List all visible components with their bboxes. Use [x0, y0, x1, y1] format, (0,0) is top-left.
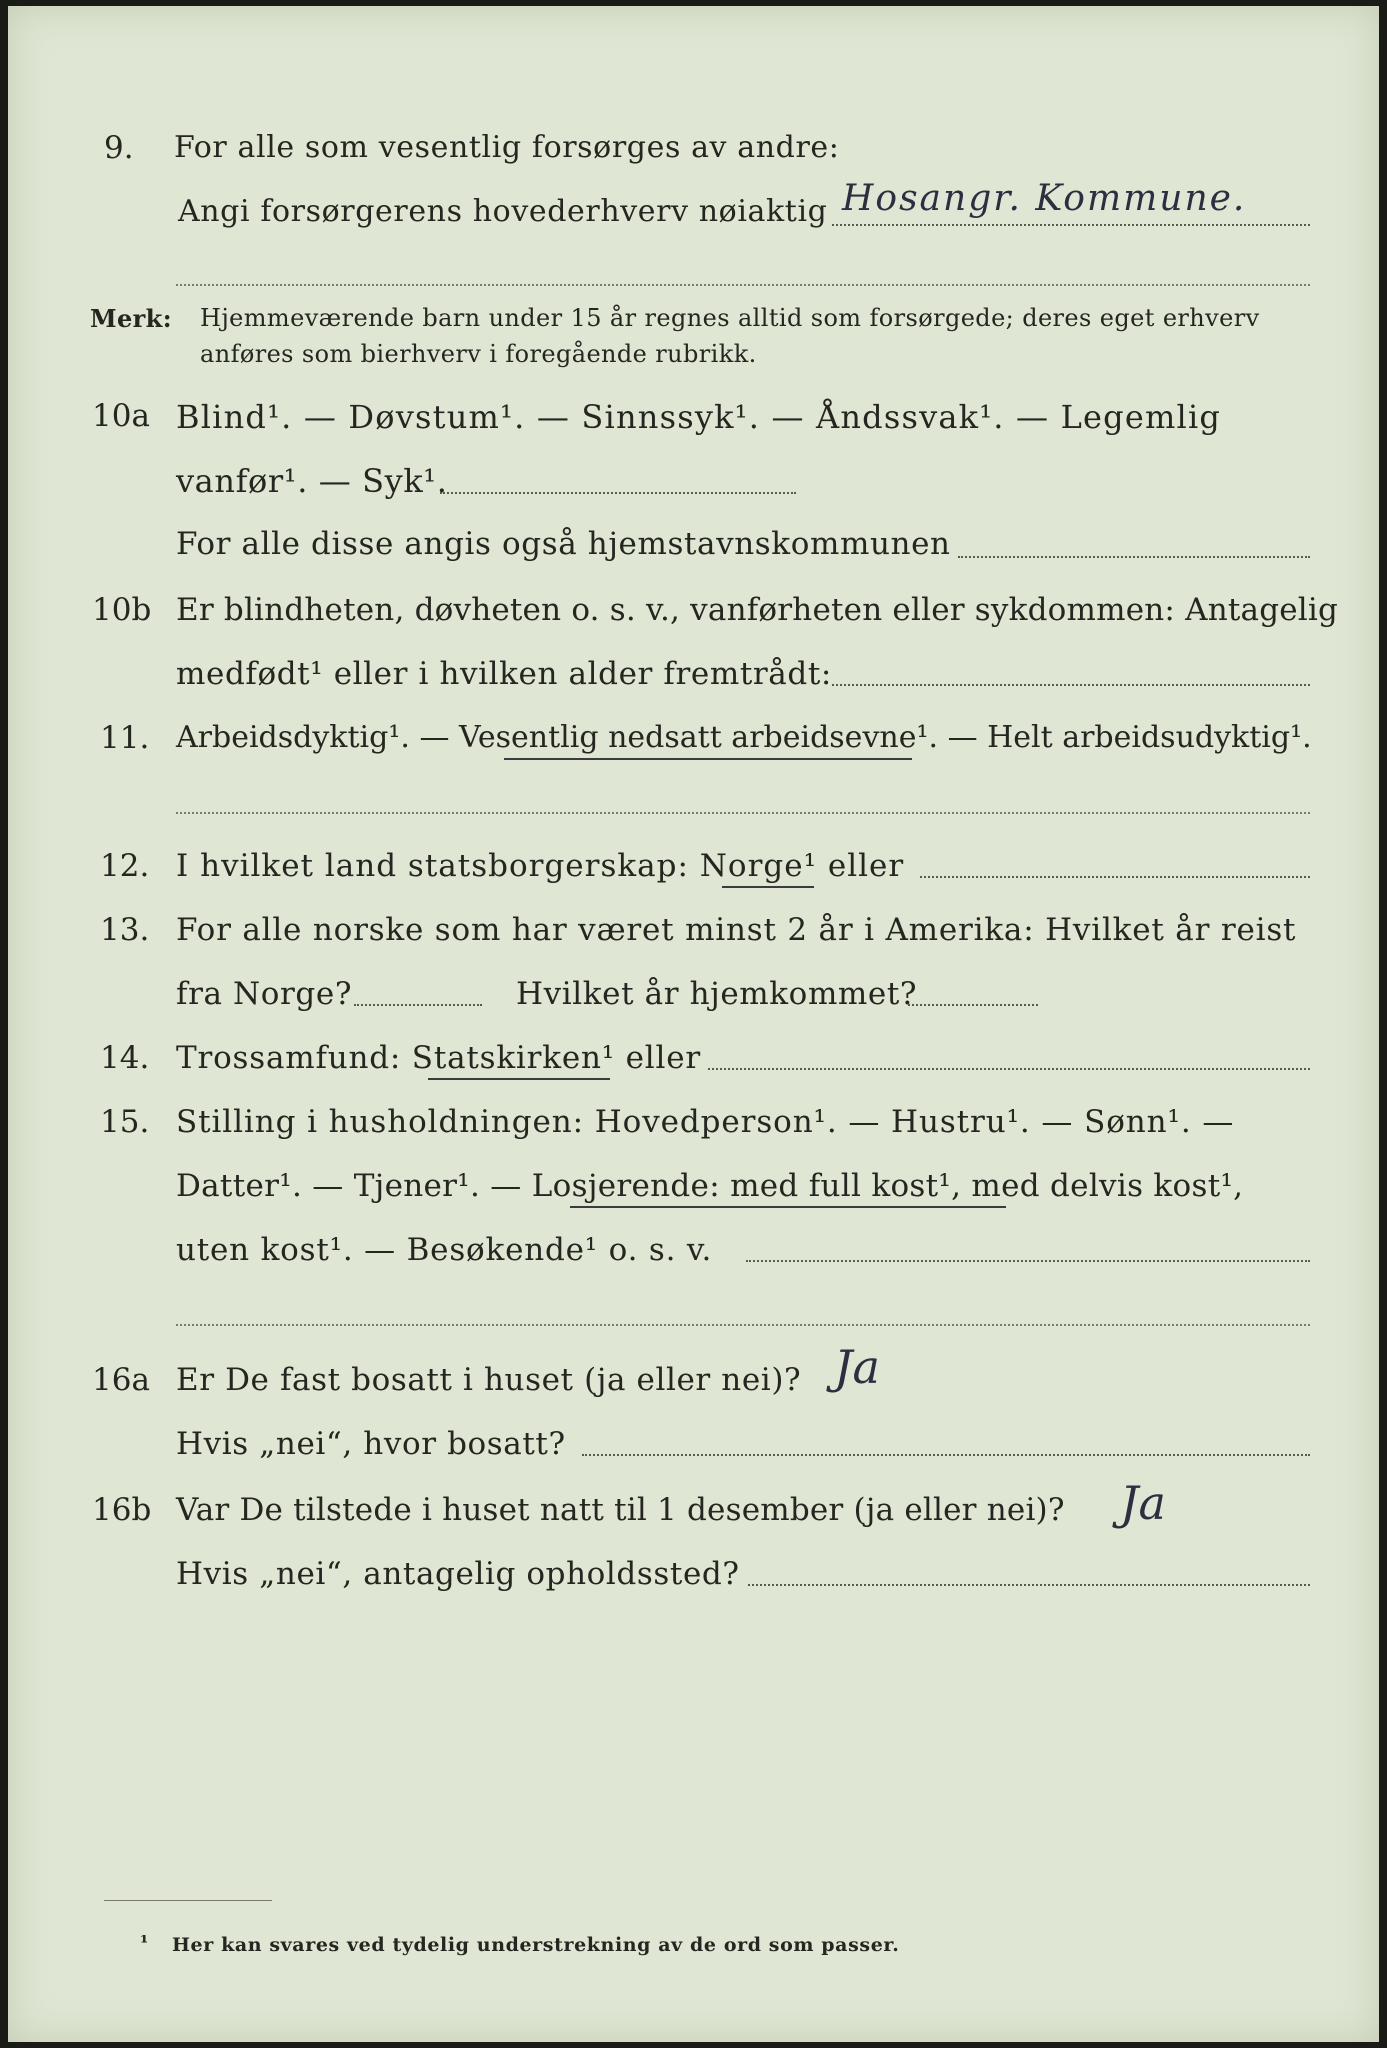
q10b-number: 10b [92, 592, 152, 628]
q10a-line1: Blind¹. — Døvstum¹. — Sinnssyk¹. — Åndssvak¹. — Legemlig [176, 398, 1222, 436]
q16b-line2: Hvis „nei“, antagelig opholdssted? [176, 1556, 740, 1592]
q15-underline [570, 1206, 1006, 1208]
q15-number: 15. [100, 1104, 150, 1140]
q16b-number: 16b [92, 1492, 152, 1528]
q16a-answer-line [582, 1454, 1310, 1456]
q13-hjemkommet-line [908, 1004, 1038, 1006]
q9-number: 9. [104, 130, 134, 166]
q16a-line1: Er De fast bosatt i huset (ja eller nei)? [176, 1362, 802, 1398]
q9-blank-line [176, 284, 1310, 286]
q14-number: 14. [100, 1040, 150, 1076]
q9-line1: For alle som vesentlig forsørges av andre: [174, 130, 840, 165]
q13-line2b: Hvilket år hjemkommet? [516, 976, 918, 1012]
q10a-kommune-line [958, 556, 1310, 558]
q15-answer-line [746, 1260, 1310, 1262]
q16a-line2: Hvis „nei“, hvor bosatt? [176, 1426, 566, 1462]
q14-line1: Trossamfund: Statskirken¹ eller [176, 1040, 701, 1076]
q10a-number: 10a [92, 398, 150, 434]
q13-number: 13. [100, 912, 150, 948]
q15-blank-line [176, 1324, 1310, 1326]
q10b-line2: medfødt¹ eller i hvilken alder fremtrådt: [176, 656, 832, 692]
q10a-line3: For alle disse angis også hjemstavnskommunen [176, 526, 951, 562]
census-form-page [8, 6, 1379, 2042]
q10a-syk-line [440, 492, 796, 494]
q10b-answer-line [832, 684, 1310, 686]
q13-line1: For alle norske som har været minst 2 år i Amerika: Hvilket år reist [176, 912, 1297, 948]
q11-underline [504, 758, 912, 760]
footnote-mark: ¹ [140, 1932, 149, 1954]
merk-label: Merk: [90, 304, 172, 333]
q15-line1: Stilling i husholdningen: Hovedperson¹. — Hustru¹. — Sønn¹. — [176, 1104, 1235, 1140]
q14-underline [428, 1078, 610, 1080]
q16a-handwritten-answer: Ja [834, 1340, 880, 1394]
footnote-text: Her kan svares ved tydelig understrekning av de ord som passer. [172, 1934, 900, 1956]
merk-line2: anføres som bierhverv i foregående rubrikk. [200, 340, 757, 368]
q10b-line1: Er blindheten, døvheten o. s. v., vanførheten eller sykdommen: Antagelig [176, 592, 1339, 628]
q16a-number: 16a [92, 1362, 150, 1398]
q13-line2a: fra Norge? [176, 976, 353, 1012]
q16b-handwritten-answer: Ja [1120, 1476, 1166, 1530]
q12-number: 12. [100, 848, 150, 884]
q9-answer-line [832, 224, 1310, 226]
q9-line2: Angi forsørgerens hovederhverv nøiaktig [178, 194, 828, 229]
q12-line1: I hvilket land statsborgerskap: Norge¹ eller [176, 848, 905, 884]
q11-line1: Arbeidsdyktig¹. — Vesentlig nedsatt arbeidsevne¹. — Helt arbeidsudyktig¹. [176, 720, 1312, 755]
q11-blank-line [176, 812, 1310, 814]
merk-line1: Hjemmeværende barn under 15 år regnes alltid som forsørgede; deres eget erhverv [200, 304, 1260, 332]
q10a-line2: vanfør¹. — Syk¹. [176, 462, 448, 500]
q15-line2: Datter¹. — Tjener¹. — Losjerende: med full kost¹, med delvis kost¹, [176, 1168, 1244, 1204]
q16b-line1: Var De tilstede i huset natt til 1 desember (ja eller nei)? [176, 1492, 1065, 1528]
q15-line3: uten kost¹. — Besøkende¹ o. s. v. [176, 1232, 713, 1268]
q12-answer-line [920, 876, 1310, 878]
q11-number: 11. [100, 720, 150, 756]
q14-answer-line [708, 1068, 1310, 1070]
q9-handwritten-answer: Hosangr. Kommune. [842, 178, 1247, 219]
footnote-rule [104, 1900, 272, 1901]
q16b-answer-line [748, 1584, 1310, 1586]
q13-reist-line [354, 1004, 482, 1006]
q12-underline [722, 886, 814, 888]
